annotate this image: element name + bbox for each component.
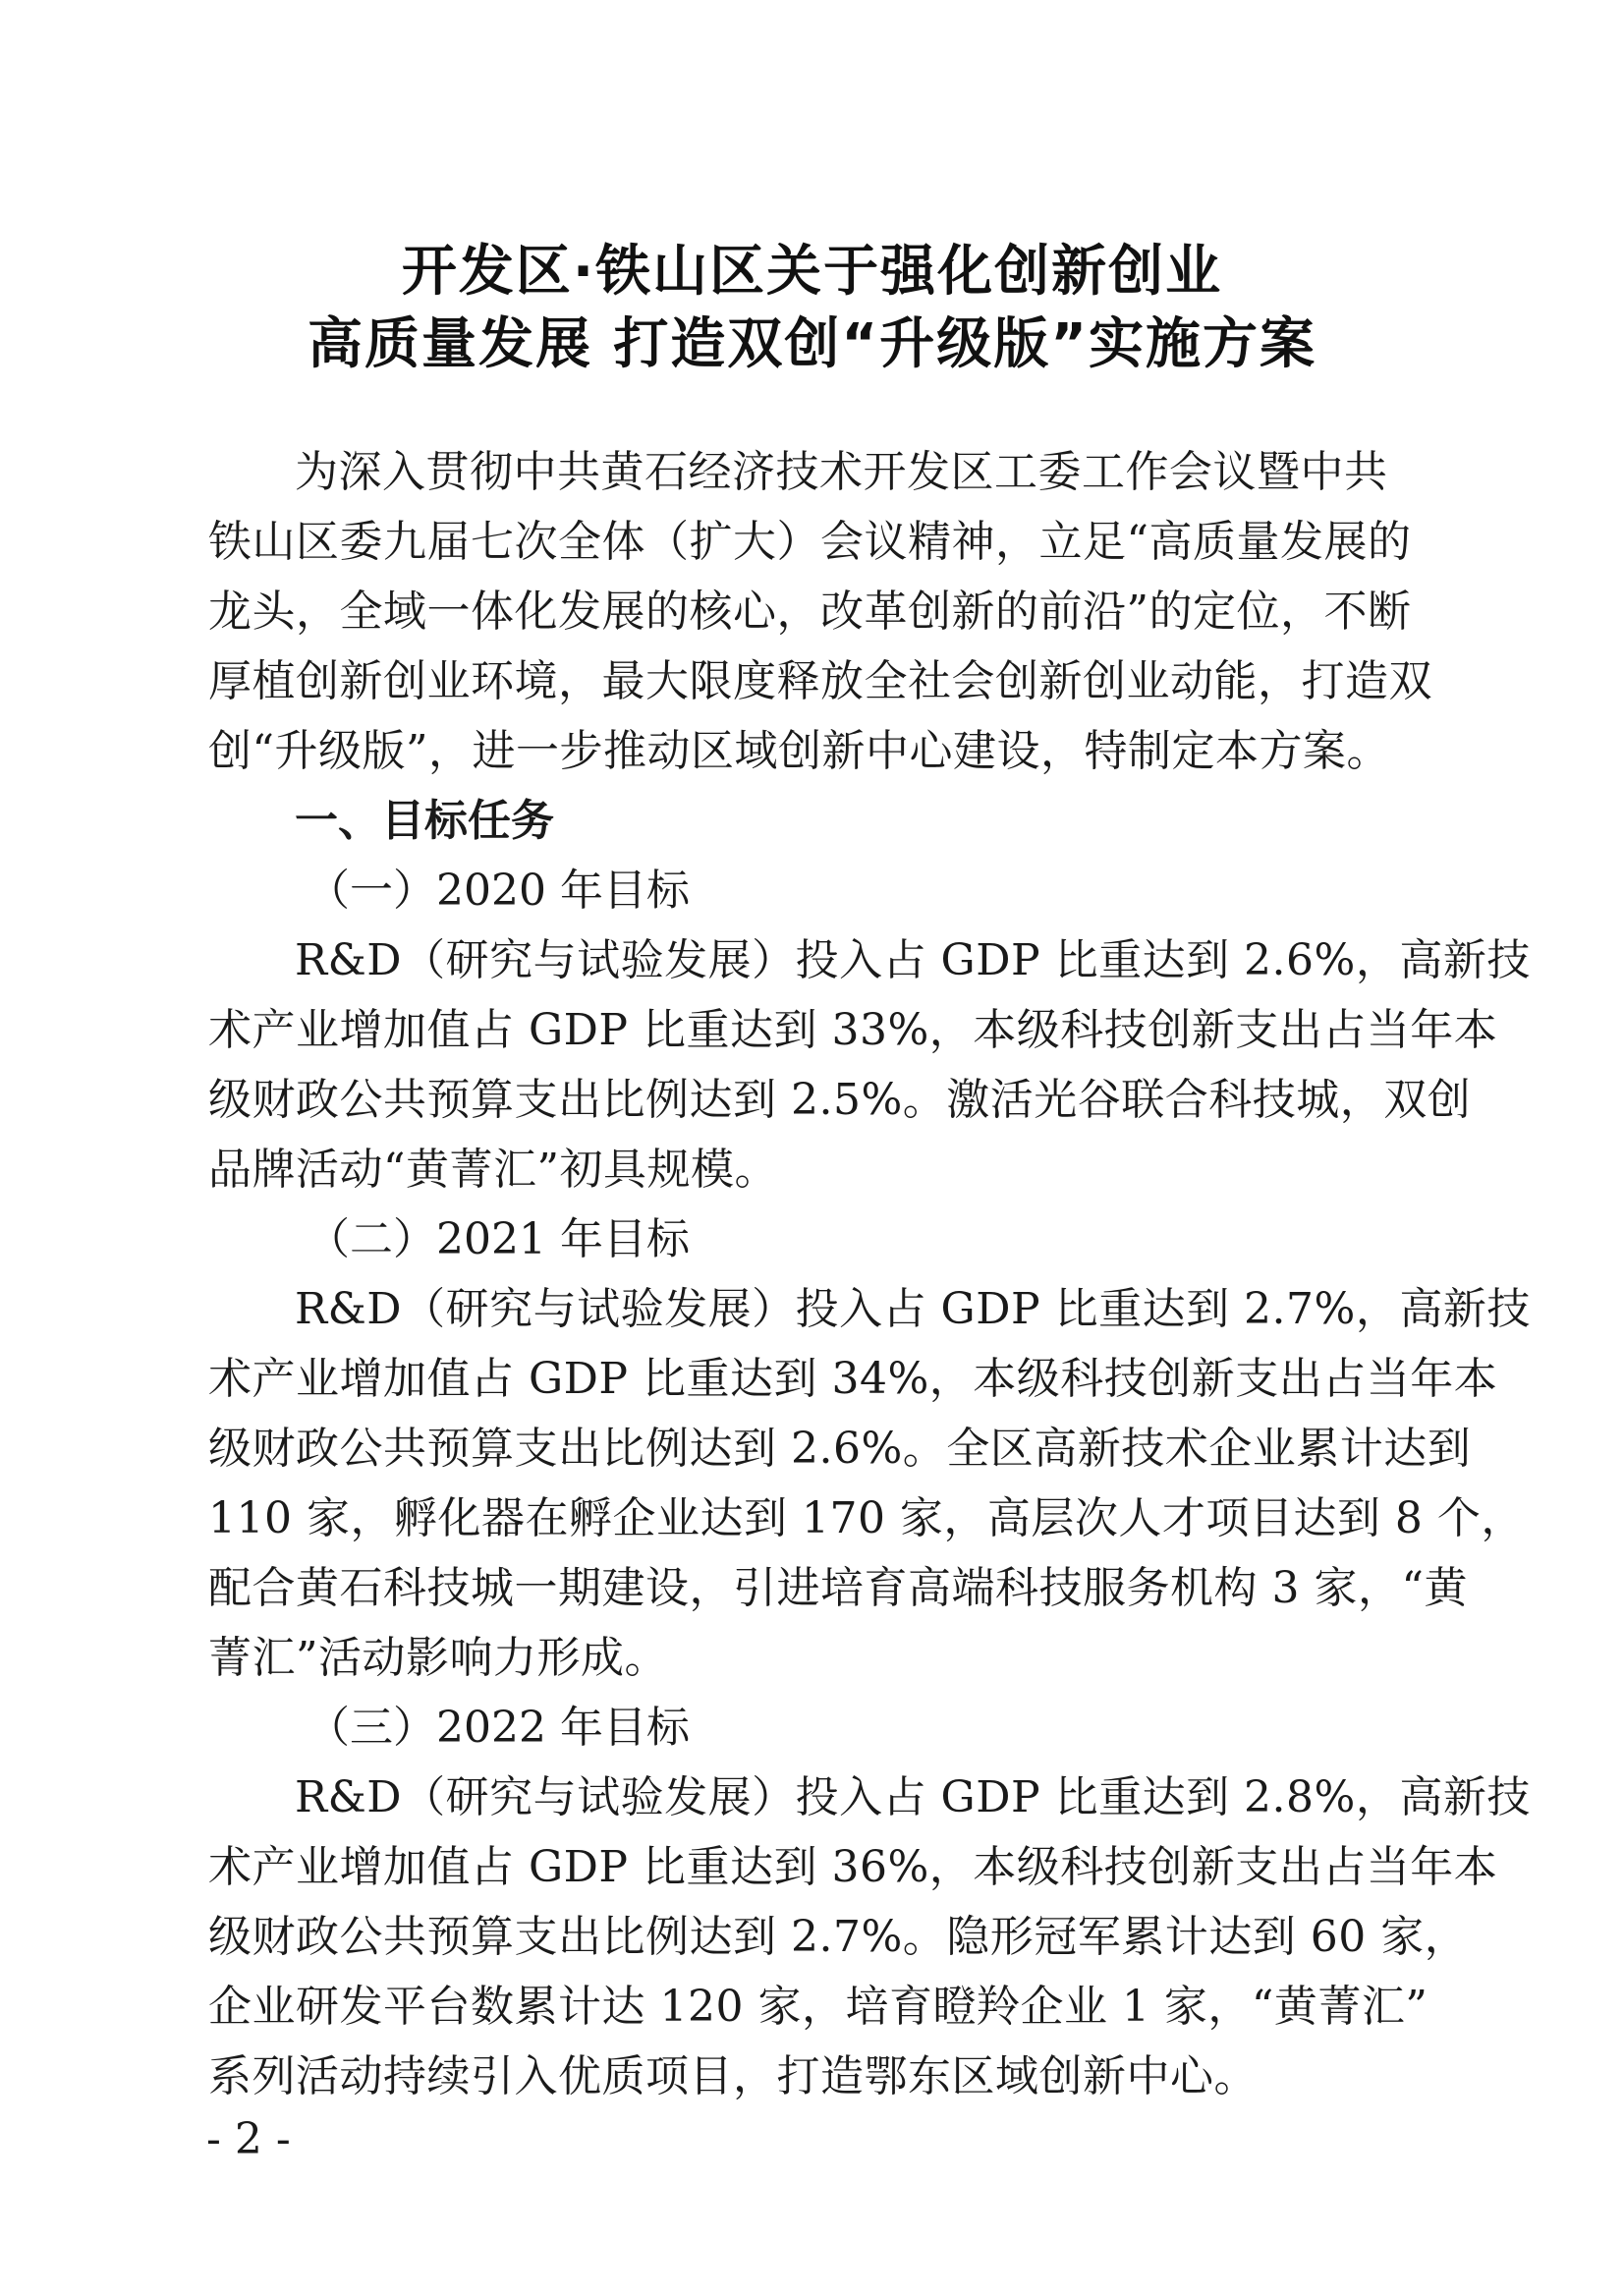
goal-2021-paragraph [208, 1274, 1531, 1693]
subsection-heading-2021: （二）2021 年目标 [307, 1214, 690, 1264]
title-line-2: 高质量发展 打造双创“升级版”实施方案 [307, 312, 1317, 376]
text-line: R&D（研究与试验发展）投入占 GDP 比重达到 2.7%，高新技 [295, 1284, 1531, 1334]
text-line: 铁山区委九届七次全体（扩大）会议精神，立足“高质量发展的 [208, 517, 1412, 567]
text-line: 110 家，孵化器在孵企业达到 170 家，高层次人才项目达到 8 个， [208, 1493, 1525, 1543]
page-number: - 2 - [206, 2114, 291, 2164]
document-title [0, 236, 1624, 381]
text-line: 术产业增加值占 GDP 比重达到 34%，本级科技创新支出占当年本 [208, 1354, 1498, 1404]
intro-paragraph [208, 437, 1432, 786]
text-line: 配合黄石科技城一期建设，引进培育高端科技服务机构 3 家，“黄 [208, 1563, 1468, 1613]
goal-2022-paragraph [208, 1763, 1531, 2111]
text-line: 菁汇”活动影响力形成。 [208, 1633, 668, 1683]
text-line: R&D（研究与试验发展）投入占 GDP 比重达到 2.8%，高新技 [295, 1772, 1531, 1822]
text-line: 级财政公共预算支出比例达到 2.7%。隐形冠军累计达到 60 家， [208, 1912, 1469, 1962]
text-line: R&D（研究与试验发展）投入占 GDP 比重达到 2.6%，高新技 [295, 935, 1531, 985]
title-line-1: 开发区·铁山区关于强化创新创业 [401, 240, 1223, 304]
subsection-heading-2020: （一）2020 年目标 [307, 866, 690, 916]
section-heading: 一、目标任务 [295, 796, 554, 846]
text-line: 企业研发平台数累计达 120 家，培育瞪羚企业 1 家，“黄菁汇” [208, 1982, 1428, 2032]
text-line: 龙头，全域一体化发展的核心，改革创新的前沿”的定位，不断 [208, 587, 1412, 637]
text-line: 级财政公共预算支出比例达到 2.6%。全区高新技术企业累计达到 [208, 1424, 1472, 1474]
text-line: 级财政公共预算支出比例达到 2.5%。激活光谷联合科技城，双创 [208, 1075, 1472, 1125]
text-line: 创“升级版”，进一步推动区域创新中心建设，特制定本方案。 [208, 726, 1390, 776]
goal-2020-paragraph [208, 925, 1531, 1204]
text-line: 术产业增加值占 GDP 比重达到 33%，本级科技创新支出占当年本 [208, 1005, 1498, 1055]
text-line: 系列活动持续引入优质项目，打造鄂东区域创新中心。 [208, 2051, 1258, 2101]
text-line: 为深入贯彻中共黄石经济技术开发区工委工作会议暨中共 [295, 447, 1388, 497]
text-line: 品牌活动“黄菁汇”初具规模。 [208, 1145, 778, 1195]
subsection-heading-2022: （三）2022 年目标 [307, 1703, 690, 1753]
document-body [208, 437, 1531, 2111]
text-line: 术产业增加值占 GDP 比重达到 36%，本级科技创新支出占当年本 [208, 1842, 1498, 1892]
text-line: 厚植创新创业环境，最大限度释放全社会创新创业动能，打造双 [208, 656, 1432, 706]
